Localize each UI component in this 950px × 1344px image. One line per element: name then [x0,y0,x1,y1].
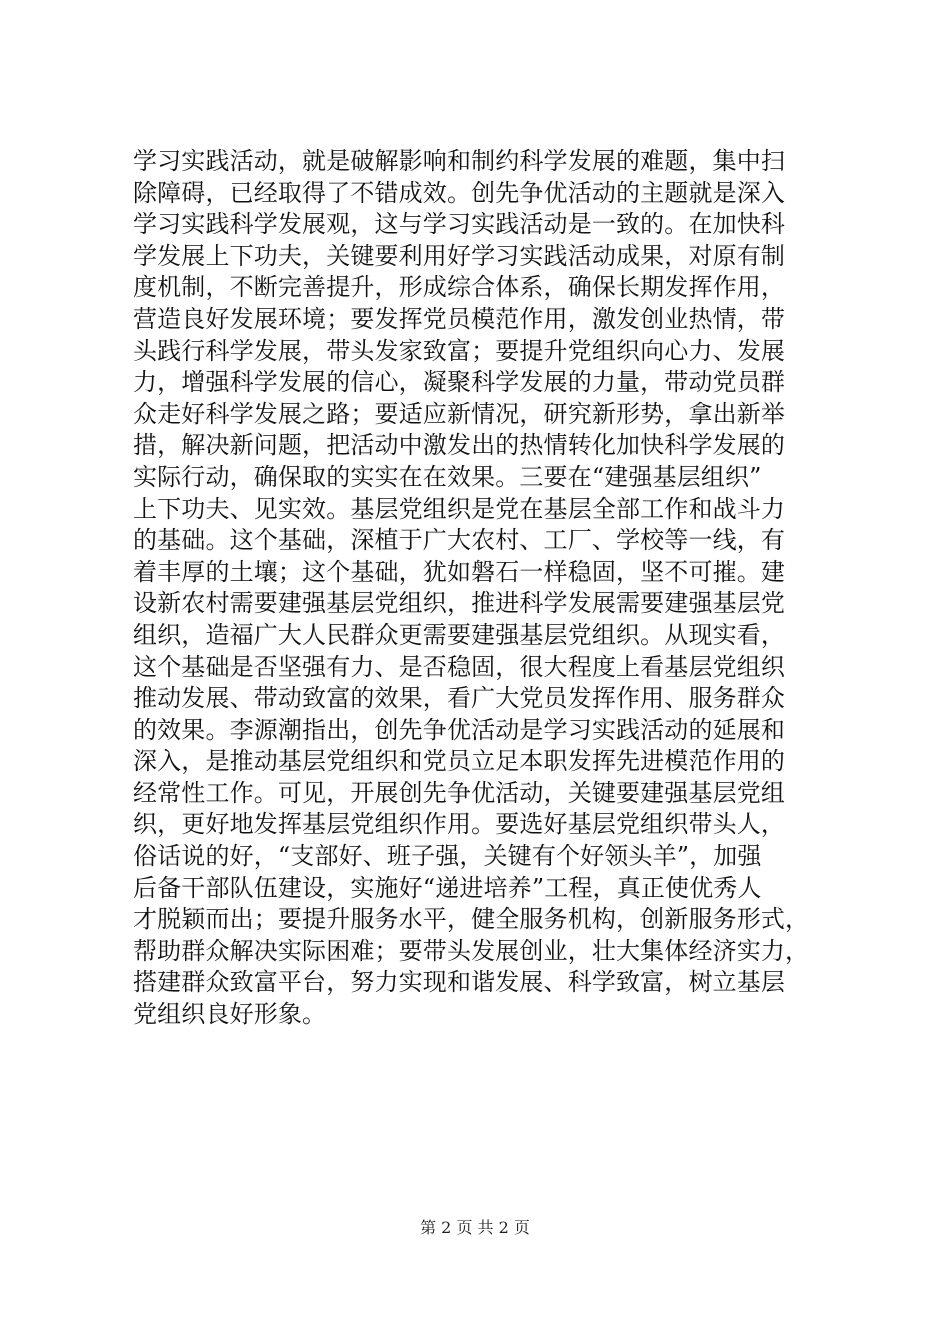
text-line: 深入，是推动基层党组织和党员立足本职发挥先进模范作用的 [133,747,786,776]
text-line: 推动发展、带动致富的效果，看广大党员发挥作用、服务群众 [133,684,786,713]
text-line: 措，解决新问题，把活动中激发出的热情转化加快科学发展的 [133,431,786,460]
text-line: 帮助群众解决实际困难；要带头发展创业，壮大集体经济实力， [133,936,810,965]
text-line: 设新农村需要建强基层党组织，推进科学发展需要建强基层党 [133,589,786,618]
text-line: 经常性工作。可见，开展创先争优活动，关键要建强基层党组 [133,778,786,807]
text-line: 上下功夫、见实效。基层党组织是党在基层全部工作和战斗力 [133,494,786,523]
text-line: 的效果。李源潮指出，创先争优活动是学习实践活动的延展和 [133,715,786,744]
text-line: 组织，造福广大人民群众更需要建强基层党组织。从现实看， [133,620,786,649]
body-text [133,146,823,1031]
text-line: 力，增强科学发展的信心，凝聚科学发展的力量，带动党员群 [133,368,786,397]
page-footer [0,1218,950,1238]
text-line: 实际行动，确保取的实实在在效果。三要在“建强基层组织” [133,462,762,491]
text-line: 除障碍，已经取得了不错成效。创先争优活动的主题就是深入 [133,178,786,207]
text-line: 织，更好地发挥基层党组织作用。要选好基层党组织带头人， [133,810,786,839]
page-number-label: 第 2 页 共 2 页 [420,1218,530,1237]
text-line: 学发展上下功夫，关键要利用好学习实践活动成果，对原有制 [133,241,786,270]
text-line: 的基础。这个基础，深植于广大农村、工厂、学校等一线，有 [133,526,786,555]
text-line: 营造良好发展环境；要发挥党员模范作用，激发创业热情，带 [133,304,786,333]
text-line: 才脱颖而出；要提升服务水平，健全服务机构，创新服务形式， [133,905,810,934]
text-line: 学习实践科学发展观，这与学习实践活动是一致的。在加快科 [133,210,786,239]
text-line: 着丰厚的土壤；这个基础，犹如磐石一样稳固，坚不可摧。建 [133,557,786,586]
text-line: 头践行科学发展，带头发家致富；要提升党组织向心力、发展 [133,336,786,365]
text-line: 后备干部队伍建设，实施好“递进培养”工程，真正使优秀人 [133,873,762,902]
text-line: 这个基础是否坚强有力、是否稳固，很大程度上看基层党组织 [133,652,786,681]
text-line: 学习实践活动，就是破解影响和制约科学发展的难题，集中扫 [133,147,786,175]
text-line: 众走好科学发展之路；要适应新情况，研究新形势，拿出新举 [133,399,786,428]
text-line: 度机制，不断完善提升，形成综合体系，确保长期发挥作用， [133,273,786,302]
text-line: 搭建群众致富平台，努力实现和谐发展、科学致富，树立基层 [133,968,786,997]
text-line: 俗话说的好，“支部好、班子强，关键有个好领头羊”，加强 [133,842,762,871]
text-line: 党组织良好形象。 [133,1000,327,1029]
